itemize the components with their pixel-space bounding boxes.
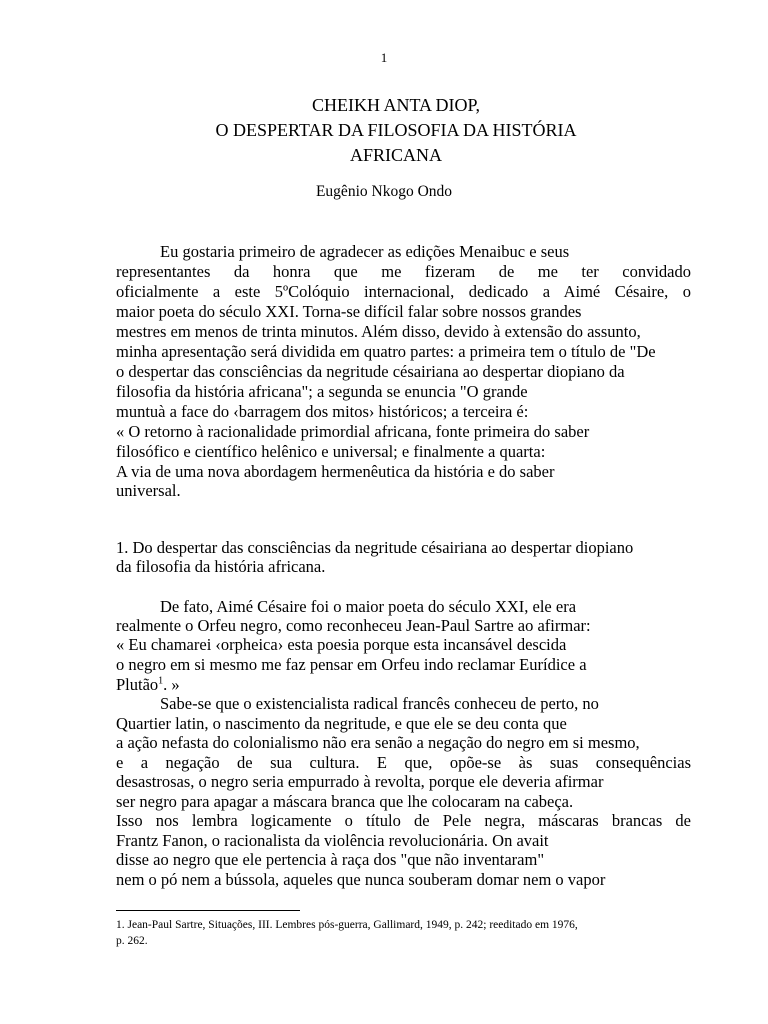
text-line: realmente o Orfeu negro, como reconheceu Jean-Paul Sartre ao afirmar: — [116, 616, 591, 635]
text-line: representantes da honra que me fizeram de me ter convidado — [116, 262, 691, 281]
text-line: universal. — [116, 481, 181, 500]
title-line: O DESPERTAR DA FILOSOFIA DA HISTÓRIA — [215, 120, 577, 140]
text-line: maior poeta do século XXI. Torna-se difícil falar sobre nossos grandes — [116, 302, 582, 321]
footnote-divider — [116, 910, 300, 911]
page-number: 1 — [380, 50, 388, 65]
text-line: Quartier latin, o nascimento da negritude, e que ele se deu conta que — [116, 714, 567, 733]
footnote-reference[interactable]: 1 — [158, 675, 164, 687]
text-line: muntuà a face do ‹barragem dos mitos› históricos; a terceira é: — [116, 402, 529, 421]
text-line: Frantz Fanon, o racionalista da violência revolucionária. On avait — [116, 831, 549, 850]
text-line: Sabe-se que o existencialista radical francês conheceu de perto, no — [160, 694, 599, 713]
text-line: o negro em si mesmo me faz pensar em Orfeu indo reclamar Eurídice a — [116, 655, 587, 674]
text-line: Isso nos lembra logicamente o título de Pele negra, máscaras brancas de — [116, 811, 691, 830]
author-name: Eugênio Nkogo Ondo — [315, 183, 453, 200]
section-heading-line: da filosofia da história africana. — [116, 557, 326, 576]
footnote-line: p. 262. — [116, 935, 148, 947]
text-line: o despertar das consciências da negritude césairiana ao despertar diopiano da — [116, 362, 625, 381]
text-line: De fato, Aimé Césaire foi o maior poeta do século XXI, ele era — [160, 597, 577, 616]
text-line — [116, 675, 180, 695]
title-line: CHEIKH ANTA DIOP, — [311, 95, 481, 115]
text-line: A via de uma nova abordagem hermenêutica da história e do saber — [116, 462, 555, 481]
text-line: « O retorno à racionalidade primordial africana, fonte primeira do saber — [116, 422, 590, 441]
text-fragment: . » — [163, 675, 180, 694]
footnote-line: 1. Jean-Paul Sartre, Situações, III. Lembres pós-guerra, Gallimard, 1949, p. 242; reeditado em 1976, — [116, 919, 578, 931]
section-heading-line: 1. Do despertar das consciências da negritude césairiana ao despertar diopiano — [116, 538, 634, 557]
text-line: « Eu chamarei ‹orpheica› esta poesia porque esta incansável descida — [116, 635, 567, 654]
text-line: e a negação de sua cultura. E que, opõe-se às suas consequências — [116, 753, 691, 772]
text-line: disse ao negro que ele pertencia à raça dos "que não inventaram" — [116, 850, 545, 869]
text-line: Eu gostaria primeiro de agradecer as edições Menaibuc e seus — [160, 242, 570, 261]
text-line: filosofia da história africana"; a segunda se enuncia "O grande — [116, 382, 528, 401]
text-line: ser negro para apagar a máscara branca que lhe colocaram na cabeça. — [116, 792, 574, 811]
text-line: nem o pó nem a bússola, aqueles que nunca souberam domar nem o vapor — [116, 870, 606, 889]
text-line: minha apresentação será dividida em quatro partes: a primeira tem o título de "De — [116, 342, 656, 361]
text-line: oficialmente a este 5ºColóquio internacional, dedicado a Aimé Césaire, o — [116, 282, 691, 301]
text-line: desastrosas, o negro seria empurrado à revolta, porque ele deveria afirmar — [116, 772, 604, 791]
text-line: mestres em menos de trinta minutos. Além disso, devido à extensão do assunto, — [116, 322, 641, 341]
text-fragment: Plutão — [116, 675, 159, 694]
text-line: filosófico e científico helênico e universal; e finalmente a quarta: — [116, 442, 546, 461]
title-line: AFRICANA — [349, 145, 442, 165]
text-line: a ação nefasta do colonialismo não era senão a negação do negro em si mesmo, — [116, 733, 640, 752]
document-title — [116, 93, 676, 168]
